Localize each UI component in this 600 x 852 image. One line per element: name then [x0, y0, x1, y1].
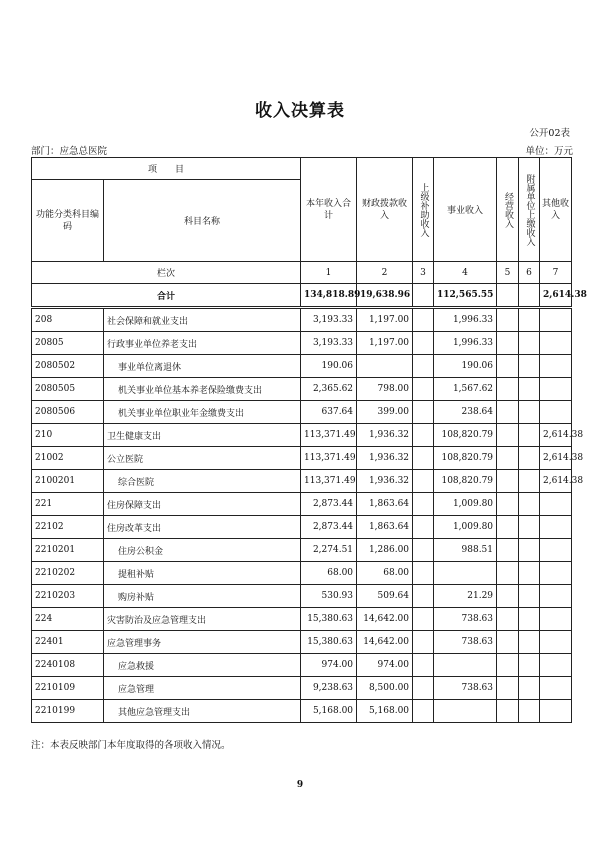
cell-fiscal: 19,638.96	[357, 284, 413, 308]
cell-other	[540, 401, 572, 424]
cell-total: 190.06	[301, 355, 357, 378]
cell-other	[540, 308, 572, 332]
row-name: 灾害防治及应急管理支出	[104, 608, 301, 631]
cell-operating	[497, 424, 519, 447]
unit-label: 单位：万元	[525, 146, 573, 157]
cell-upper	[413, 516, 434, 539]
col-num: 3	[413, 262, 434, 284]
cell-other	[540, 332, 572, 355]
row-code: 22102	[32, 516, 104, 539]
col-num: 2	[357, 262, 413, 284]
table-row	[32, 447, 572, 470]
row-name: 机关事业单位职业年金缴费支出	[104, 401, 301, 424]
cell-operating	[497, 608, 519, 631]
cell-upper	[413, 493, 434, 516]
cell-upper	[413, 332, 434, 355]
cell-other	[540, 677, 572, 700]
cell-upper	[413, 378, 434, 401]
table-row	[32, 631, 572, 654]
row-name: 应急管理事务	[104, 631, 301, 654]
cell-other	[540, 493, 572, 516]
cell-operating	[497, 631, 519, 654]
cell-total: 974.00	[301, 654, 357, 677]
row-code: 224	[32, 608, 104, 631]
cell-operating	[497, 700, 519, 723]
row-name: 住房保障支出	[104, 493, 301, 516]
cell-business: 190.06	[434, 355, 497, 378]
row-code: 21002	[32, 447, 104, 470]
header-affiliated: 附属单位上缴收入	[519, 158, 540, 262]
col-num: 5	[497, 262, 519, 284]
cell-fiscal: 5,168.00	[357, 700, 413, 723]
cell-upper	[413, 585, 434, 608]
department-label: 部门：应急总医院	[31, 146, 108, 157]
cell-business: 1,996.33	[434, 332, 497, 355]
header-item: 项 目	[32, 158, 301, 180]
cell-business: 108,820.79	[434, 424, 497, 447]
cell-fiscal: 1,863.64	[357, 516, 413, 539]
cell-other	[540, 539, 572, 562]
column-label: 栏次	[32, 262, 301, 284]
cell-other: 2,614.38	[540, 284, 572, 308]
cell-business: 1,567.62	[434, 378, 497, 401]
row-code: 210	[32, 424, 104, 447]
cell-upper	[413, 562, 434, 585]
cell-upper	[413, 631, 434, 654]
cell-operating	[497, 654, 519, 677]
cell-business	[434, 700, 497, 723]
header-code: 功能分类科目编码	[32, 180, 104, 262]
cell-affiliated	[519, 284, 540, 308]
row-name: 应急管理	[104, 677, 301, 700]
cell-other: 2,614.38	[540, 424, 572, 447]
cell-business: 238.64	[434, 401, 497, 424]
cell-business: 1,996.33	[434, 308, 497, 332]
row-code: 2240108	[32, 654, 104, 677]
cell-other	[540, 516, 572, 539]
cell-upper	[413, 308, 434, 332]
header-total: 本年收入合计	[301, 158, 357, 262]
cell-fiscal	[357, 355, 413, 378]
cell-affiliated	[519, 608, 540, 631]
header-name: 科目名称	[104, 180, 301, 262]
cell-affiliated	[519, 378, 540, 401]
cell-affiliated	[519, 700, 540, 723]
row-code: 2080505	[32, 378, 104, 401]
cell-upper	[413, 447, 434, 470]
cell-upper	[413, 700, 434, 723]
col-num: 7	[540, 262, 572, 284]
table-row	[32, 378, 572, 401]
col-num: 1	[301, 262, 357, 284]
row-name: 机关事业单位基本养老保险缴费支出	[104, 378, 301, 401]
total-row	[32, 284, 572, 308]
cell-operating	[497, 401, 519, 424]
cell-business: 738.63	[434, 608, 497, 631]
cell-total: 134,818.89	[301, 284, 357, 308]
row-name: 提租补贴	[104, 562, 301, 585]
cell-fiscal: 1,197.00	[357, 308, 413, 332]
row-name: 应急救援	[104, 654, 301, 677]
table-row	[32, 332, 572, 355]
cell-operating	[497, 516, 519, 539]
cell-affiliated	[519, 470, 540, 493]
cell-total: 2,873.44	[301, 493, 357, 516]
row-name: 公立医院	[104, 447, 301, 470]
cell-other	[540, 654, 572, 677]
cell-total: 113,371.49	[301, 424, 357, 447]
row-name: 购房补贴	[104, 585, 301, 608]
cell-affiliated	[519, 654, 540, 677]
row-code: 2080502	[32, 355, 104, 378]
cell-upper	[413, 424, 434, 447]
cell-total: 68.00	[301, 562, 357, 585]
cell-operating	[497, 677, 519, 700]
row-name: 行政事业单位养老支出	[104, 332, 301, 355]
header-operating: 经营收入	[497, 158, 519, 262]
table-row	[32, 539, 572, 562]
cell-affiliated	[519, 677, 540, 700]
cell-affiliated	[519, 562, 540, 585]
cell-other	[540, 378, 572, 401]
cell-total: 3,193.33	[301, 332, 357, 355]
cell-fiscal: 509.64	[357, 585, 413, 608]
cell-business: 112,565.55	[434, 284, 497, 308]
cell-upper	[413, 539, 434, 562]
cell-affiliated	[519, 493, 540, 516]
footnote: 注：本表反映部门本年度取得的各项收入情况。	[31, 740, 231, 751]
cell-total: 113,371.49	[301, 470, 357, 493]
cell-fiscal: 8,500.00	[357, 677, 413, 700]
cell-business: 738.63	[434, 677, 497, 700]
cell-total: 15,380.63	[301, 631, 357, 654]
cell-operating	[497, 562, 519, 585]
table-row	[32, 424, 572, 447]
cell-business	[434, 562, 497, 585]
cell-total: 2,873.44	[301, 516, 357, 539]
cell-other: 2,614.38	[540, 447, 572, 470]
cell-operating	[497, 585, 519, 608]
table-row	[32, 355, 572, 378]
table-row	[32, 562, 572, 585]
cell-operating	[497, 355, 519, 378]
cell-operating	[497, 284, 519, 308]
cell-fiscal: 1,197.00	[357, 332, 413, 355]
cell-affiliated	[519, 447, 540, 470]
header-business: 事业收入	[434, 158, 497, 262]
table-row	[32, 516, 572, 539]
cell-fiscal: 14,642.00	[357, 631, 413, 654]
cell-total: 2,274.51	[301, 539, 357, 562]
header-fiscal: 财政拨款收入	[357, 158, 413, 262]
cell-fiscal: 1,286.00	[357, 539, 413, 562]
cell-upper	[413, 654, 434, 677]
row-code: 208	[32, 308, 104, 332]
header-other: 其他收入	[540, 158, 572, 262]
cell-total: 9,238.63	[301, 677, 357, 700]
income-table	[31, 157, 587, 723]
cell-other	[540, 608, 572, 631]
row-code: 221	[32, 493, 104, 516]
row-name: 住房改革支出	[104, 516, 301, 539]
page-number: 9	[296, 780, 304, 790]
cell-fiscal: 1,863.64	[357, 493, 413, 516]
row-code: 2210109	[32, 677, 104, 700]
cell-fiscal: 68.00	[357, 562, 413, 585]
cell-operating	[497, 332, 519, 355]
cell-operating	[497, 470, 519, 493]
cell-business: 738.63	[434, 631, 497, 654]
cell-total: 2,365.62	[301, 378, 357, 401]
row-code: 2080506	[32, 401, 104, 424]
cell-upper	[413, 401, 434, 424]
cell-business	[434, 654, 497, 677]
cell-upper	[413, 355, 434, 378]
row-code: 2210201	[32, 539, 104, 562]
cell-fiscal: 1,936.32	[357, 424, 413, 447]
table-row	[32, 470, 572, 493]
cell-operating	[497, 493, 519, 516]
cell-affiliated	[519, 424, 540, 447]
row-code: 2210202	[32, 562, 104, 585]
cell-affiliated	[519, 539, 540, 562]
row-code: 22401	[32, 631, 104, 654]
cell-operating	[497, 447, 519, 470]
cell-affiliated	[519, 308, 540, 332]
row-code: 2210199	[32, 700, 104, 723]
cell-upper	[413, 608, 434, 631]
cell-other	[540, 631, 572, 654]
cell-operating	[497, 308, 519, 332]
row-name: 事业单位离退休	[104, 355, 301, 378]
cell-affiliated	[519, 631, 540, 654]
cell-fiscal: 1,936.32	[357, 470, 413, 493]
row-name: 住房公积金	[104, 539, 301, 562]
cell-affiliated	[519, 516, 540, 539]
row-name: 社会保障和就业支出	[104, 308, 301, 332]
row-code: 2210203	[32, 585, 104, 608]
cell-business: 1,009.80	[434, 493, 497, 516]
cell-total: 530.93	[301, 585, 357, 608]
total-label: 合计	[32, 284, 301, 308]
cell-fiscal: 974.00	[357, 654, 413, 677]
cell-total: 113,371.49	[301, 447, 357, 470]
cell-fiscal: 14,642.00	[357, 608, 413, 631]
table-row	[32, 308, 572, 332]
table-row	[32, 493, 572, 516]
cell-fiscal: 1,936.32	[357, 447, 413, 470]
cell-fiscal: 399.00	[357, 401, 413, 424]
cell-business: 988.51	[434, 539, 497, 562]
cell-fiscal: 798.00	[357, 378, 413, 401]
table-row	[32, 585, 572, 608]
cell-business: 108,820.79	[434, 470, 497, 493]
cell-business: 21.29	[434, 585, 497, 608]
row-code: 20805	[32, 332, 104, 355]
col-num: 4	[434, 262, 497, 284]
header-upper: 上级补助收入	[413, 158, 434, 262]
cell-business: 108,820.79	[434, 447, 497, 470]
cell-other	[540, 585, 572, 608]
cell-upper	[413, 470, 434, 493]
row-name: 卫生健康支出	[104, 424, 301, 447]
table-row	[32, 700, 572, 723]
cell-business: 1,009.80	[434, 516, 497, 539]
cell-operating	[497, 539, 519, 562]
row-name: 综合医院	[104, 470, 301, 493]
cell-upper	[413, 284, 434, 308]
cell-other	[540, 700, 572, 723]
table-row	[32, 677, 572, 700]
cell-affiliated	[519, 332, 540, 355]
table-row	[32, 401, 572, 424]
cell-other: 2,614.38	[540, 470, 572, 493]
table-row	[32, 654, 572, 677]
cell-affiliated	[519, 585, 540, 608]
cell-total: 3,193.33	[301, 308, 357, 332]
cell-total: 5,168.00	[301, 700, 357, 723]
cell-operating	[497, 378, 519, 401]
page-title: 收入决算表	[255, 101, 345, 121]
cell-other	[540, 355, 572, 378]
row-name: 其他应急管理支出	[104, 700, 301, 723]
cell-upper	[413, 677, 434, 700]
cell-affiliated	[519, 355, 540, 378]
form-code: 公开02表	[529, 128, 570, 139]
table-row	[32, 608, 572, 631]
cell-affiliated	[519, 401, 540, 424]
row-code: 2100201	[32, 470, 104, 493]
cell-total: 15,380.63	[301, 608, 357, 631]
col-num: 6	[519, 262, 540, 284]
cell-total: 637.64	[301, 401, 357, 424]
cell-other	[540, 562, 572, 585]
